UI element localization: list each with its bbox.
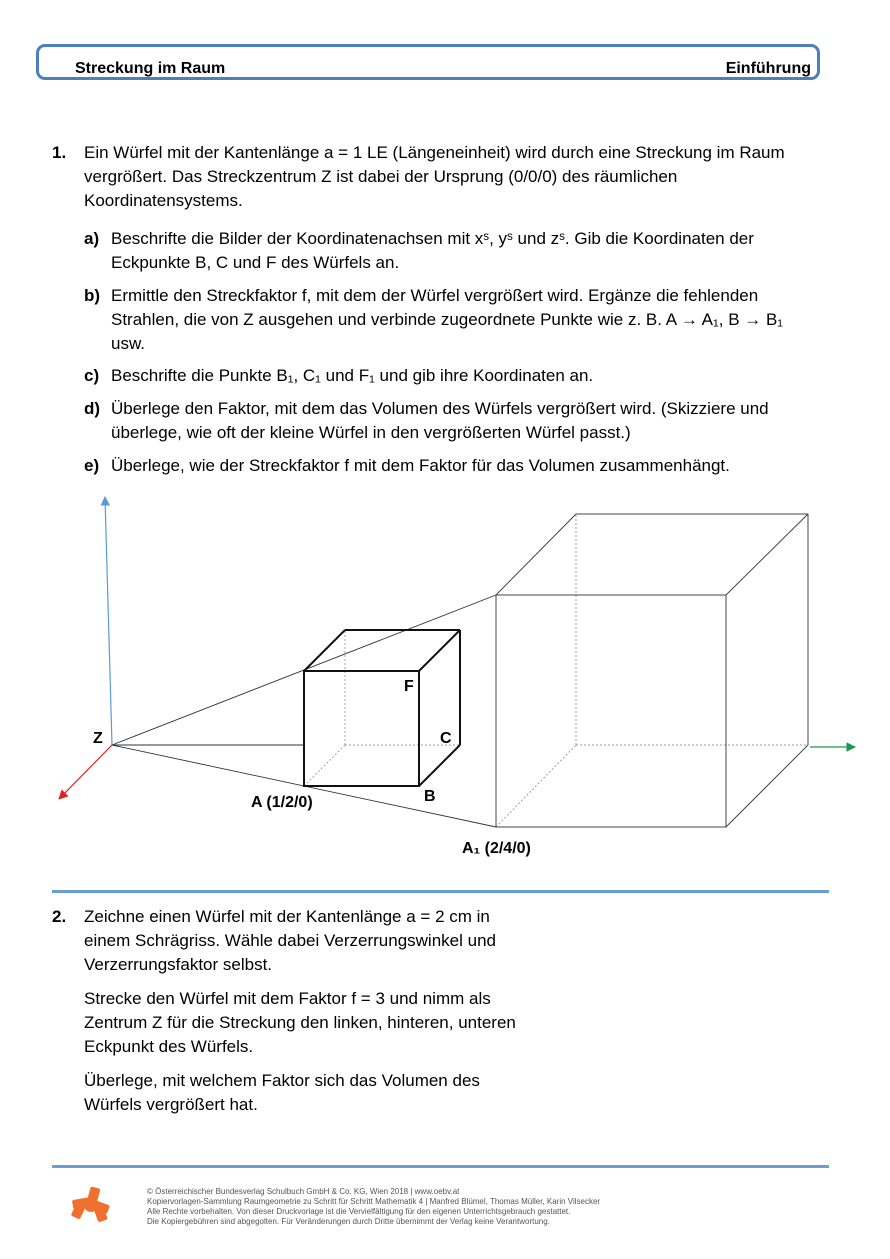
item-line: usw. (111, 334, 146, 353)
item-line: überlege, wie oft der kleine Würfel in den vergrößerten Würfel passt.) (111, 423, 631, 442)
footer-line: Alle Rechte vorbehalten. Von dieser Druckvorlage ist die Vervielfältigung für den eigenen Unterrichtsgebrauch gestattet. (147, 1207, 571, 1216)
x-axis (59, 745, 112, 799)
z-axis (105, 497, 112, 745)
cube-figure (0, 490, 890, 890)
label-c: C (440, 730, 452, 747)
item-line: Ermittle den Streckfaktor f, mit dem der Würfel vergrößert wird. Ergänze die fehlenden (111, 286, 759, 305)
footer-line: Kopiervorlagen-Sammlung Raumgeometrie zu Schritt für Schritt Mathematik 4 | Manfred Blümel, Thomas Müller, Karin Vilsecker (147, 1197, 601, 1206)
item-line: Strahlen, die von Z ausgehen und verbinde zugeordnete Punkte wie z. B. A → A₁, B → B₁ (111, 310, 784, 329)
task-2-line: Würfels vergrößert hat. (84, 1095, 258, 1114)
header-title: Streckung im Raum (75, 60, 226, 77)
task-1-intro: Ein Würfel mit der Kantenlänge a = 1 LE (Längeneinheit) wird durch eine Streckung im Raum vergrößert. Das Streckzentrum Z ist dabei der Ursprung (0/0/0) des räumlichen Koordinatensystems. (84, 143, 785, 210)
header-box (36, 44, 820, 80)
footer-line: Die Kopiergebühren sind abgegolten. Für Veränderungen durch Dritte übernimmt der Verlag keine Verantwortung. (147, 1217, 550, 1226)
publisher-logo-icon (71, 1185, 111, 1225)
item-line: Überlege, wie der Streckfaktor f mit dem Faktor für das Volumen zusammenhängt. (111, 456, 730, 475)
big-cube-hidden-edges (496, 514, 808, 827)
task-2-line: einem Schrägriss. Wähle dabei Verzerrungswinkel und (84, 931, 496, 950)
task-2-line: Zeichne einen Würfel mit der Kantenlänge a = 2 cm in (84, 907, 490, 926)
label-z: Z (93, 730, 103, 747)
divider (52, 890, 829, 893)
item-line: Beschrifte die Punkte B₁, C₁ und F₁ und gib ihre Koordinaten an. (111, 366, 594, 385)
item-line: Beschrifte die Bilder der Koordinatenachsen mit xˢ, yˢ und zˢ. Gib die Koordinaten der (111, 229, 754, 248)
item-letter: b) (84, 286, 101, 305)
item-line: Eckpunkte B, C und F des Würfels an. (111, 253, 400, 272)
task-number: 1. (52, 143, 67, 162)
task-number: 2. (52, 907, 67, 926)
task-2-line: Überlege, mit welchem Faktor sich das Volumen des (84, 1071, 480, 1090)
footer-divider (52, 1165, 829, 1168)
label-f: F (404, 678, 414, 695)
item-letter: a) (84, 229, 100, 248)
label-b: B (424, 788, 436, 805)
item-line: Überlege den Faktor, mit dem das Volumen des Würfels vergrößert wird. (Skizziere und (111, 399, 769, 418)
big-cube (496, 514, 808, 827)
item-letter: d) (84, 399, 101, 418)
label-a: A (1/2/0) (251, 794, 313, 811)
item-letter: c) (84, 366, 100, 385)
footer-line: © Österreichischer Bundesverlag Schulbuch GmbH & Co. KG, Wien 2018 | www.oebv.at (147, 1187, 460, 1196)
task-2-line: Eckpunkt des Würfels. (84, 1037, 254, 1056)
task-2-line: Zentrum Z für die Streckung den linken, hinteren, unteren (84, 1013, 516, 1032)
task-2-line: Verzerrungsfaktor selbst. (84, 955, 273, 974)
item-letter: e) (84, 456, 100, 475)
task-2-line: Strecke den Würfel mit dem Faktor f = 3 und nimm als (84, 989, 491, 1008)
label-a1: A₁ (2/4/0) (462, 840, 531, 857)
header-label: Einführung (725, 60, 811, 77)
footer-copyright (147, 1187, 600, 1227)
